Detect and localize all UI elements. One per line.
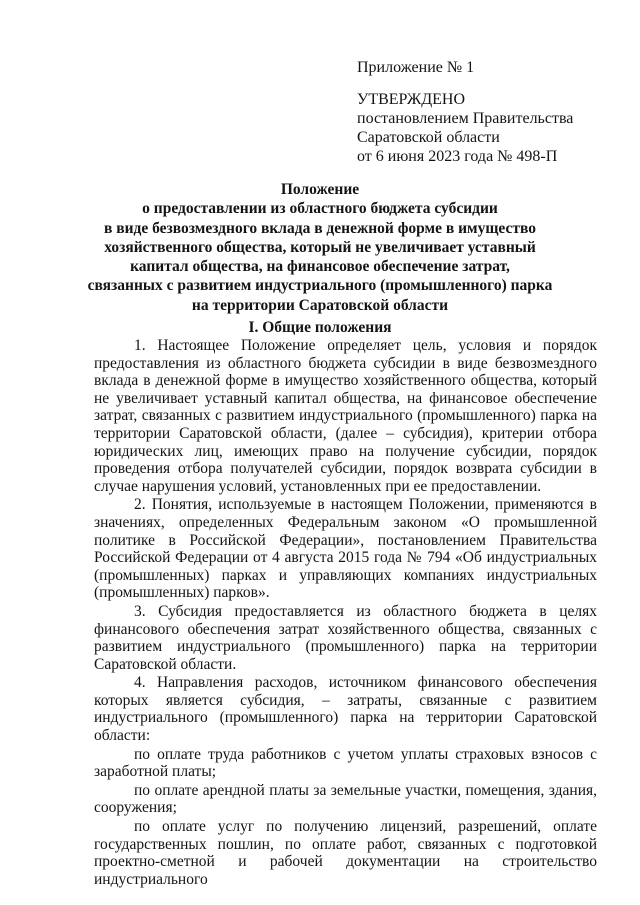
title-line: связанных с развитием индустриального (промышленного) парка	[87, 277, 553, 295]
approval-line: постановлением Правительства	[357, 110, 574, 127]
title-line: хозяйственного общества, который не увеличивает уставный	[104, 238, 536, 256]
paragraph-2: 2. Понятия, используемые в настоящем Положении, применяются в значениях, определенных Федеральным законом «О промышленной политике в Российской Федерации», постановлением Правительства Российской Федерации от 4 августа 2015 года № 794 «Об индустриальных (промышленных) парках и управляющих компаниях индустриальных (промышленных) парков».	[94, 496, 597, 602]
annex-label: Приложение № 1	[357, 59, 475, 76]
paragraph-3: 3. Субсидия предоставляется из областного бюджета в целях финансового обеспечения затрат хозяйственного общества, связанных с развитием индустриального (промышленного) парка на территории Саратовской области.	[94, 602, 597, 673]
paragraph-6: по оплате арендной платы за земельные участки, помещения, здания, сооружения;	[94, 781, 597, 817]
title-line: о предоставлении из областного бюджета субсидии	[142, 200, 498, 218]
approval-line: Саратовской области	[357, 129, 500, 146]
section-body	[94, 337, 597, 888]
title-heading: Положение	[280, 181, 360, 198]
approval-block	[357, 58, 573, 166]
approval-date: от 6 июня 2023 года № 498-П	[357, 148, 558, 165]
paragraph-1: 1. Настоящее Положение определяет цель, условия и порядок предоставления из областного бюджета субсидии в виде безвозмездного вклада в денежной форме в имущество хозяйственного общества, который не увеличивает уставный капитал общества, на финансовое обеспечение затрат, связанных с развитием индустриального (промышленного) парка на территории Саратовской области, (далее – субсидия), критерии отбора юридических лиц, имеющих право на получение субсидии, порядок проведения отбора получателей субсидии, порядок возврата субсидии в случае нарушения условий, установленных при ее предоставлении.	[94, 337, 597, 495]
title-line: на территории Саратовской области	[191, 296, 449, 314]
section-heading: I. Общие положения	[248, 319, 392, 336]
title-line: в виде безвозмездного вклада в денежной форме в имущество	[103, 219, 537, 237]
title-line: капитал общества, на финансовое обеспечение затрат,	[130, 258, 510, 276]
paragraph-7: по оплате услуг по получению лицензий, разрешений, оплате государственных пошлин, по оплате работ, связанных с подготовкой проектно-сметной и рабочей документации на строительство индустриального	[94, 818, 597, 888]
document-title	[40, 180, 600, 315]
paragraph-5: по оплате труда работников с учетом уплаты страховых взносов с заработной платы;	[94, 745, 597, 781]
paragraph-4: 4. Направления расходов, источником финансового обеспечения которых является субсидия, – затраты, связанные с развитием индустриального (промышленного) парка на территории Саратовской области:	[94, 674, 597, 745]
approved-label: УТВЕРЖДЕНО	[357, 91, 466, 108]
